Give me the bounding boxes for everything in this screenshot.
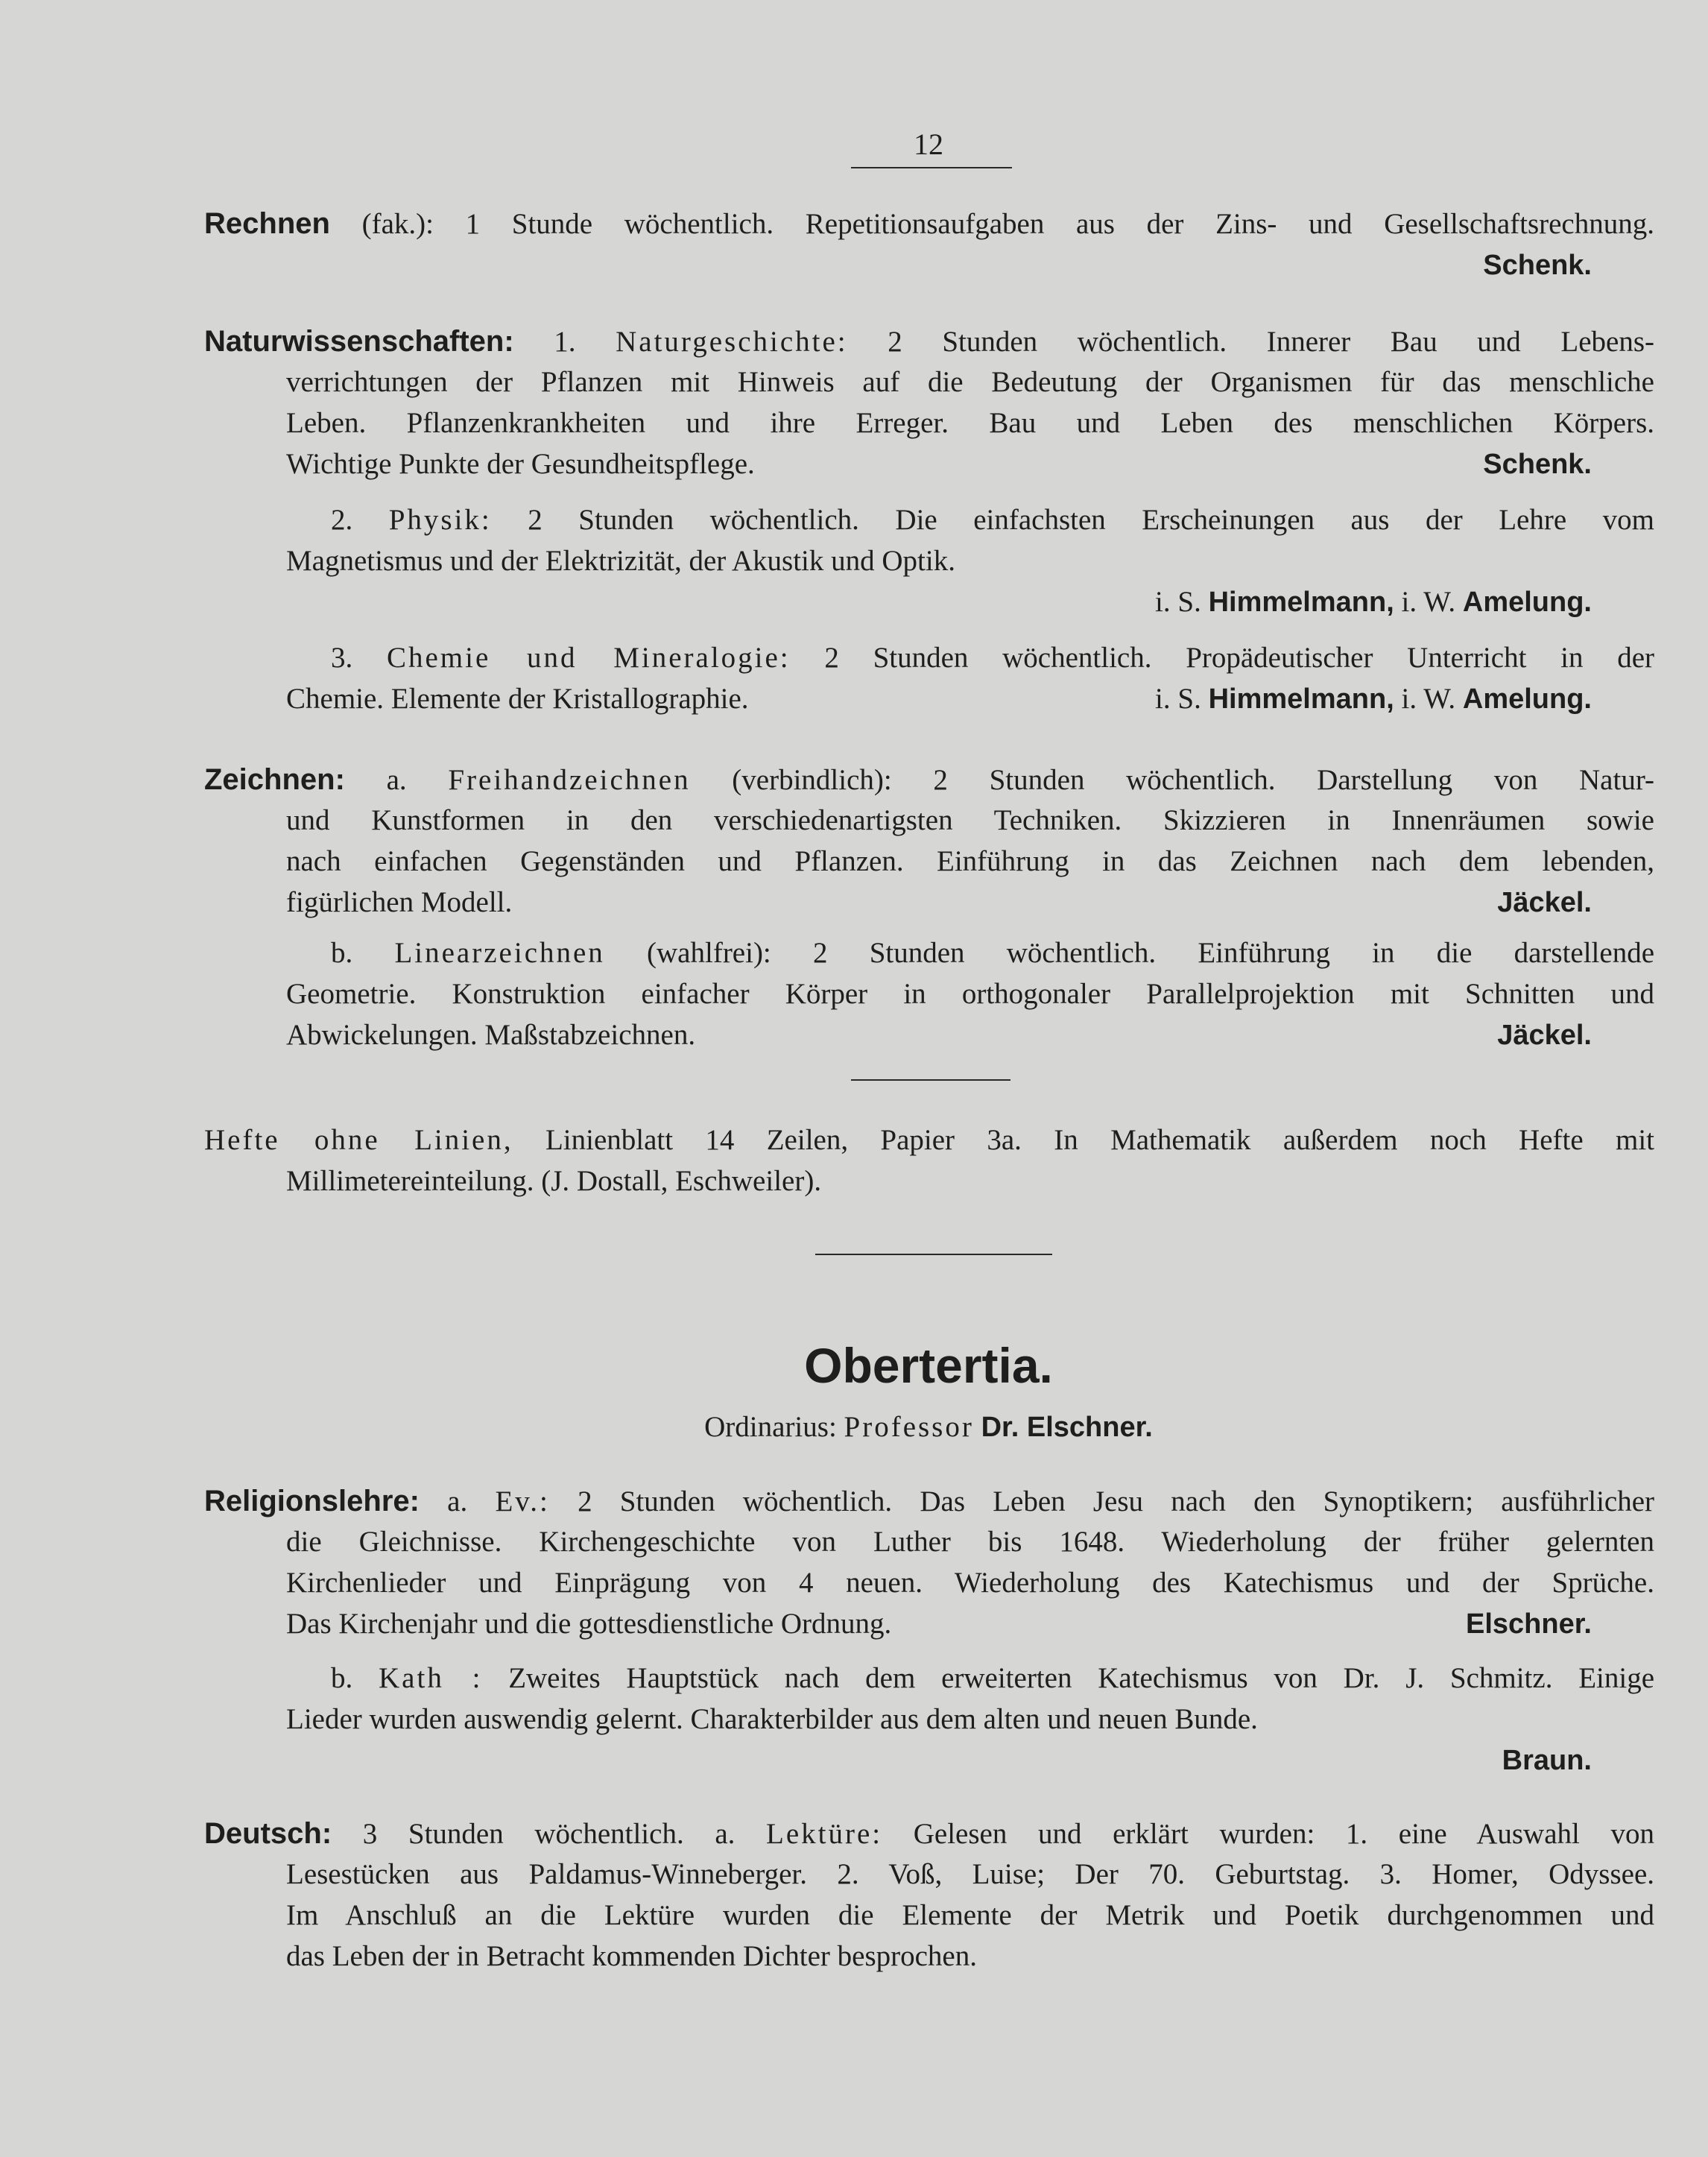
natur-2-line-1 <box>331 502 1654 538</box>
religion-line-4: Das Kirchenjahr und die gottesdienstliche Ordnung. <box>286 1608 892 1640</box>
natur-1-label: Naturgeschichte: <box>616 326 848 358</box>
religion-b-line-1 <box>331 1661 1654 1696</box>
teacher-prefix: i. S. <box>1155 683 1201 715</box>
religion-line-1 <box>204 1483 1654 1520</box>
zeichnen-line-4: figürlichen Modell. <box>286 886 513 918</box>
deutsch-line-3: Im Anschluß an die Lektüre wurden die Elemente der Metrik und Poetik durchgenommen und <box>286 1899 1654 1931</box>
section-religionslehre <box>204 1483 1654 1781</box>
natur-3-text: 2 Stunden wöchentlich. Propädeutischer Unterricht in der <box>824 642 1654 674</box>
teacher-name: Amelung. <box>1462 587 1592 618</box>
zeichnen-b-line-3: Abwickelungen. Maßstabzeichnen. <box>286 1019 696 1051</box>
teacher-name: Himmelmann, <box>1208 683 1394 715</box>
zeichnen-b-line-1 <box>331 935 1654 971</box>
natur-3-teachers <box>204 681 1592 717</box>
natur-3-line-2: Chemie. Elemente der Kristallographie. <box>286 683 749 715</box>
zeichnen-line-3: nach einfachen Gegenständen und Pflanzen. Einführung in das Zeichnen nach dem lebenden, <box>286 845 1654 877</box>
religion-line-3: Kirchenlieder und Einprägung von 4 neuen. Wiederholung des Katechismus und der Sprüche. <box>286 1567 1654 1599</box>
deutsch-line-2: Lesestücken aus Paldamus-Winneberger. 2. Voß, Luise; Der 70. Geburtstag. 3. Homer, Odyssee. <box>286 1858 1654 1890</box>
religion-b-label: Kath : <box>379 1662 483 1694</box>
religion-heading: Religionslehre: <box>204 1485 420 1518</box>
hefte-label: Hefte ohne Linien, <box>204 1124 513 1156</box>
zeichnen-b-teacher <box>204 1017 1592 1053</box>
zeichnen-line-2: und Kunstformen in den verschiedenartigsten Techniken. Skizzieren in Innenräumen sowie <box>286 804 1654 836</box>
natur-3-label: Chemie und Mineralogie: <box>386 642 791 674</box>
zeichnen-b-text: (wahlfrei): 2 Stunden wöchentlich. Einführung in die darstellende <box>647 937 1655 969</box>
section-deutsch <box>204 1816 1654 1980</box>
section-zeichnen <box>204 762 1654 1052</box>
deutsch-hours: 3 Stunden wöchentlich. a. <box>362 1818 736 1850</box>
natur-1-teacher <box>204 446 1592 482</box>
teacher-prefix: i. W. <box>1401 683 1456 715</box>
deutsch-line-1 <box>204 1816 1654 1852</box>
religion-b-line-2: Lieder wurden auswendig gelernt. Charakterbilder aus dem alten und neuen Bunde. <box>286 1703 1258 1735</box>
section-divider <box>851 1079 1010 1081</box>
teacher-prefix: i. W. <box>1401 586 1456 618</box>
section-divider <box>815 1254 1052 1255</box>
teacher-name: Amelung. <box>1462 683 1592 715</box>
natur-2-label: Physik: <box>388 504 492 536</box>
teacher-name: Schenk. <box>1483 250 1592 281</box>
natur-3-number: 3. <box>331 642 353 674</box>
teacher-name: Schenk. <box>1483 449 1592 480</box>
religion-b-teacher <box>204 1743 1592 1778</box>
rechnen-teacher <box>204 247 1592 283</box>
zeichnen-heading: Zeichnen: <box>204 763 345 796</box>
natur-2-line-2: Magnetismus und der Elektrizität, der Akustik und Optik. <box>286 545 955 577</box>
natur-2-number: 2. <box>331 504 353 536</box>
natur-line-2: verrichtungen der Pflanzen mit Hinweis auf die Bedeutung der Organismen für das menschliche <box>286 366 1654 398</box>
natur-1-number: 1. <box>554 326 576 358</box>
ordinarius-name: Dr. Elschner. <box>981 1412 1153 1443</box>
section-naturwissenschaften <box>204 323 1654 715</box>
zeichnen-b-marker: b. <box>331 937 353 969</box>
ordinarius-line <box>556 1410 1301 1444</box>
teacher-name: Braun. <box>1502 1745 1592 1776</box>
religion-b-marker: b. <box>331 1662 353 1694</box>
zeichnen-b-label: Linearzeichnen <box>394 937 605 969</box>
zeichnen-a-teacher <box>204 885 1592 920</box>
ordinarius-label: Ordinarius: <box>704 1411 837 1443</box>
natur-1-text: 2 Stunden wöchentlich. Innerer Bau und Lebens- <box>888 326 1654 358</box>
religion-line-2: die Gleichnisse. Kirchengeschichte von Luther bis 1648. Wiederholung der früher gelernten <box>286 1526 1654 1558</box>
natur-line-4: Wichtige Punkte der Gesundheitspflege. <box>286 448 755 480</box>
deutsch-label: Lektüre: <box>766 1818 883 1850</box>
religion-a-teacher <box>204 1606 1592 1642</box>
hefte-line-2: Millimetereinteilung. (J. Dostall, Eschweiler). <box>286 1165 822 1197</box>
page-number: 12 <box>914 127 943 161</box>
deutsch-text: Gelesen und erklärt wurden: 1. eine Auswahl von <box>913 1818 1654 1850</box>
teacher-name: Himmelmann, <box>1208 587 1394 618</box>
natur-2-teachers <box>204 584 1592 620</box>
teacher-name: Jäckel. <box>1497 1020 1592 1051</box>
teacher-name: Elschner. <box>1466 1608 1592 1640</box>
zeichnen-b-line-2: Geometrie. Konstruktion einfacher Körper in orthogonaler Parallelprojektion mit Schnitten und <box>286 978 1654 1010</box>
zeichnen-line-1 <box>204 762 1654 798</box>
religion-a-text: 2 Stunden wöchentlich. Das Leben Jesu nach den Synoptikern; ausführlicher <box>578 1485 1655 1518</box>
teacher-name: Jäckel. <box>1497 887 1592 918</box>
natur-line-1 <box>204 323 1654 360</box>
section-hefte <box>204 1122 1654 1204</box>
header-rule <box>851 167 1012 168</box>
religion-b-text: Zweites Hauptstück nach dem erweiterten Katechismus von Dr. J. Schmitz. Einige <box>508 1662 1655 1694</box>
deutsch-line-4: das Leben der in Betracht kommenden Dichter besprochen. <box>286 1940 977 1972</box>
natur-3-line-1 <box>331 640 1654 676</box>
religion-a-label: Ev.: <box>495 1485 550 1518</box>
zeichnen-a-marker: a. <box>386 764 407 796</box>
religion-a-marker: a. <box>447 1485 468 1518</box>
hefte-text: Linienblatt 14 Zeilen, Papier 3a. In Mathematik außerdem noch Hefte mit <box>545 1124 1654 1156</box>
hefte-line-1 <box>204 1122 1654 1158</box>
natur-heading: Naturwissenschaften: <box>204 325 514 358</box>
zeichnen-a-label: Freihandzeichnen <box>448 764 691 796</box>
ordinarius-rank: Professor <box>844 1411 974 1443</box>
rechnen-text: (fak.): 1 Stunde wöchentlich. Repetitionsaufgaben aus der Zins- und Gesellschaftsrechnung. <box>361 208 1654 240</box>
zeichnen-a-text: (verbindlich): 2 Stunden wöchentlich. Darstellung von Natur- <box>732 764 1655 796</box>
rechnen-heading: Rechnen <box>204 207 330 240</box>
natur-line-3: Leben. Pflanzenkrankheiten und ihre Erreger. Bau und Leben des menschlichen Körpers. <box>286 407 1654 439</box>
teacher-prefix: i. S. <box>1155 586 1201 618</box>
section-rechnen <box>204 206 1654 283</box>
deutsch-heading: Deutsch: <box>204 1817 332 1850</box>
rechnen-line-1 <box>204 206 1654 242</box>
natur-2-text: 2 Stunden wöchentlich. Die einfachsten Erscheinungen aus der Lehre vom <box>528 504 1654 536</box>
class-title: Obertertia. <box>804 1338 1053 1393</box>
